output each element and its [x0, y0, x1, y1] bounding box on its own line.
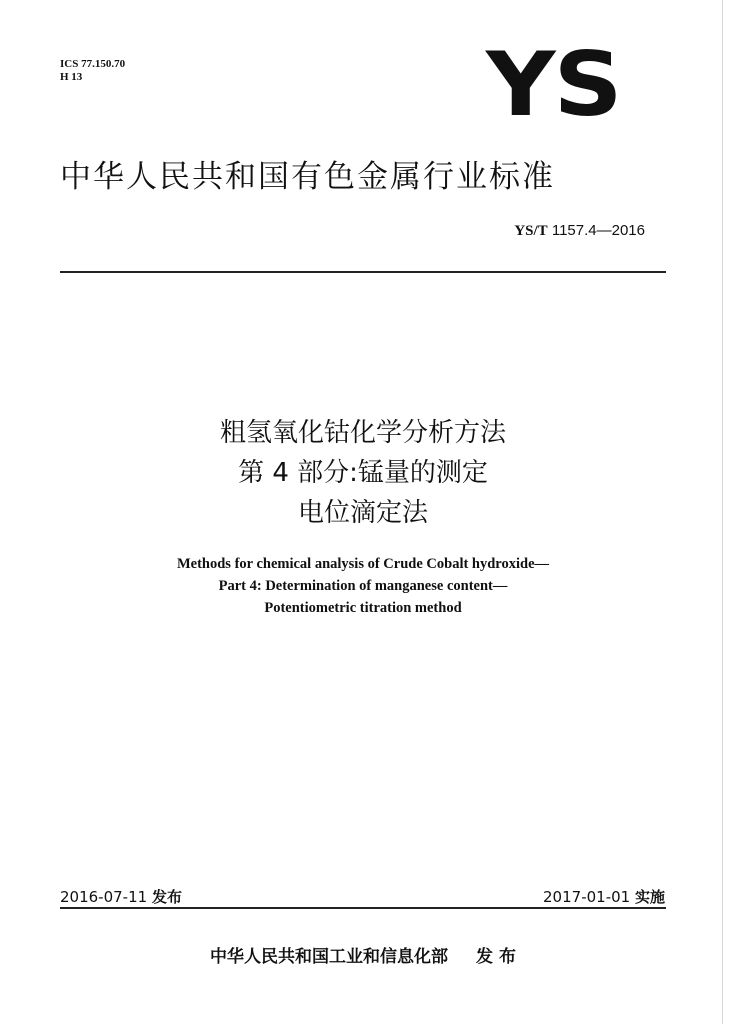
classification-codes: [60, 58, 125, 84]
bottom-divider: [60, 907, 666, 909]
english-title-line-3: Potentiometric titration method: [264, 600, 462, 616]
standard-number: [514, 222, 645, 240]
chinese-title: [60, 413, 666, 533]
ys-logo: YS: [486, 32, 621, 136]
chinese-title-line-1: 粗氢氧化钴化学分析方法: [219, 418, 506, 448]
issuer-action: 发 布: [476, 947, 516, 967]
effective-date-value: 2017-01-01: [543, 888, 631, 906]
scan-edge-line: [722, 0, 723, 1024]
top-divider: [60, 271, 666, 273]
english-title-line-1: Methods for chemical analysis of Crude Cobalt hydroxide—: [176, 556, 550, 572]
issue-date: [60, 886, 182, 907]
english-title-line-2: Part 4: Determination of manganese content—: [218, 578, 508, 594]
english-title: [60, 553, 666, 619]
chinese-title-line-2: 第 4 部分:锰量的测定: [238, 458, 488, 488]
standard-number-value: 1157.4—2016: [547, 222, 645, 239]
ics-code: ICS 77.150.70: [60, 58, 126, 70]
chinese-title-line-3: 电位滴定法: [297, 498, 428, 528]
standard-code: YS/T: [514, 223, 548, 239]
ccs-code: H 13: [60, 71, 83, 83]
issuer-line: [60, 942, 666, 967]
standard-title: 中华人民共和国有色金属行业标准: [60, 159, 555, 195]
issuer-name: 中华人民共和国工业和信息化部: [210, 947, 449, 967]
issue-date-value: 2016-07-11: [60, 888, 148, 906]
effective-label: 实施: [634, 888, 665, 906]
issue-label: 发布: [151, 888, 182, 906]
effective-date: [543, 886, 665, 907]
